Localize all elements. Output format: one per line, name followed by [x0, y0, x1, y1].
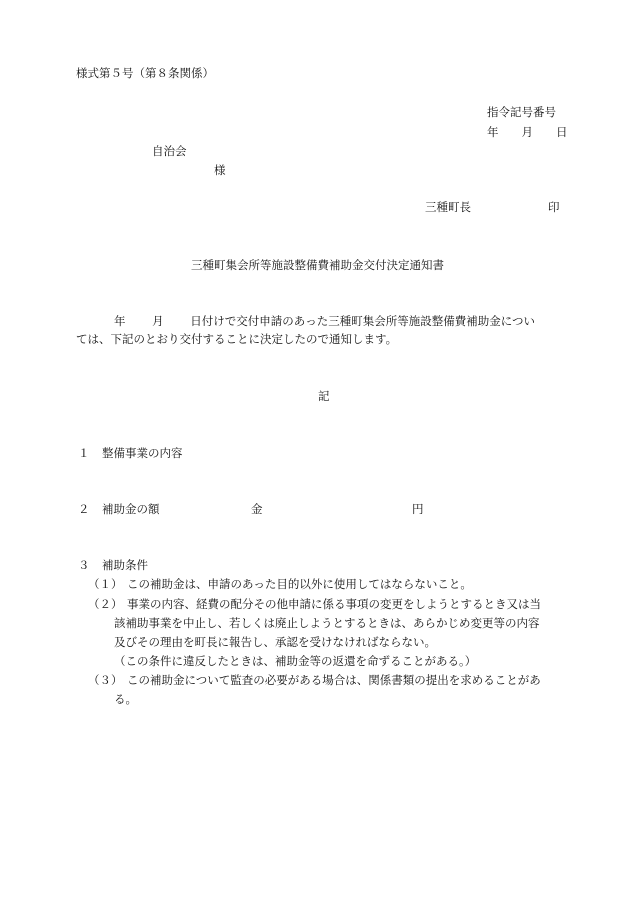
section-2-number: ２ [78, 502, 90, 516]
document-title: 三種町集会所等施設整備費補助金交付決定通知書 [191, 258, 444, 272]
ki-heading: 記 [318, 389, 330, 403]
form-number: 様式第５号（第８条関係） [76, 66, 214, 80]
condition-1-line: この補助金は、申請のあった目的以外に使用してはならないこと。 [127, 577, 472, 591]
condition-2-note: （この条件に違反したときは、補助金等の返還を命ずることがある。） [114, 654, 477, 668]
condition-3-line: この補助金について監査の必要がある場合は、関係書類の提出を求めることがあ [127, 673, 541, 687]
section-1-label: 整備事業の内容 [102, 446, 183, 460]
condition-2-line: 事業の内容、経費の配分その他申請に係る事項の変更をしようとするとき又は当 [127, 597, 541, 611]
section-1-number: １ [78, 446, 90, 460]
issuer-name: 三種町長 [425, 200, 471, 214]
condition-2-number: （２） [88, 597, 123, 611]
intro-line-2: ては、下記のとおり交付することに決定したので通知します。 [76, 332, 398, 346]
condition-2-line: 及びその理由を町長に報告し、承認を受けなければならない。 [114, 635, 436, 649]
amount-kin-label: 金 [251, 502, 263, 516]
section-2-label: 補助金の額 [102, 502, 160, 516]
section-3-label: 補助条件 [102, 558, 148, 572]
condition-3-number: （３） [88, 673, 123, 687]
intro-line-1: 年 月 日付けで交付申請のあった三種町集会所等施設整備費補助金につい [114, 314, 535, 328]
amount-en-label: 円 [412, 502, 424, 516]
directive-number: 指令記号番号 [487, 105, 556, 119]
condition-1-number: （１） [88, 577, 123, 591]
addressee-honorific: 様 [214, 163, 226, 177]
section-3-number: ３ [78, 558, 90, 572]
addressee-org: 自治会 [152, 144, 187, 158]
condition-3-line: る。 [114, 692, 137, 706]
seal-mark: 印 [548, 200, 560, 214]
issue-date: 年 月 日 [487, 125, 568, 139]
condition-2-line: 該補助事業を中止し、若しくは廃止しようとするときは、あらかじめ変更等の内容 [114, 616, 540, 630]
